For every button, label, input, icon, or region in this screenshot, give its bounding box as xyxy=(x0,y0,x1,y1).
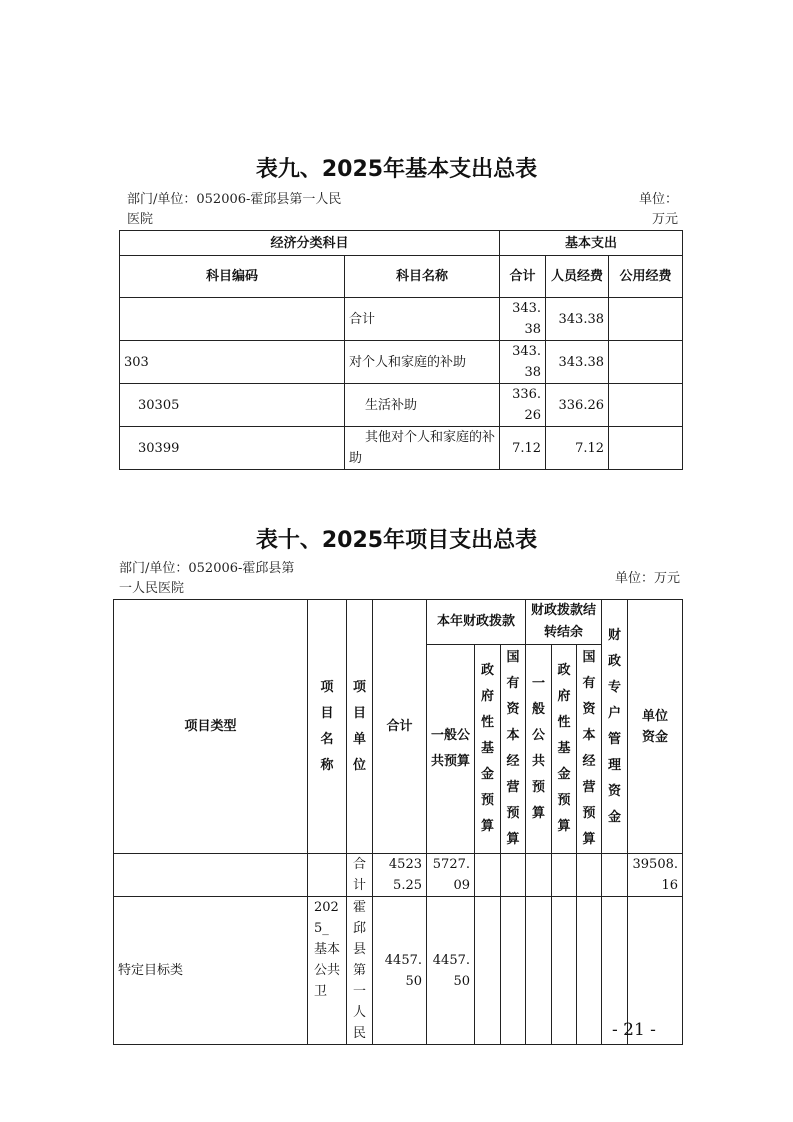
cell-unit: 合计 xyxy=(347,854,373,897)
header-personnel: 人员经费 xyxy=(546,256,609,298)
cell-total: 7.12 xyxy=(500,427,546,470)
cell-personnel: 336.26 xyxy=(546,384,609,427)
header-special-account: 财政专户管理资金 xyxy=(602,600,628,854)
table-row xyxy=(120,384,683,427)
header-unit: 项目单位 xyxy=(347,600,373,854)
cell-public xyxy=(609,298,683,341)
cell-general: 4457.50 xyxy=(427,897,475,1045)
cell-personnel: 7.12 xyxy=(546,427,609,470)
cell-type: 特定目标类 xyxy=(114,897,308,1045)
header-total: 合计 xyxy=(373,600,427,854)
header-gov-fund-2: 政府性基金预算 xyxy=(552,645,577,854)
header-total: 合计 xyxy=(500,256,546,298)
cell-code xyxy=(120,298,345,341)
cell-code: 303 xyxy=(120,341,345,384)
cell-total: 343.38 xyxy=(500,298,546,341)
cell-personnel: 343.38 xyxy=(546,341,609,384)
table10-unit: 单位：万元 xyxy=(614,571,680,586)
cell-name xyxy=(308,854,347,897)
cell-code: 30399 xyxy=(120,427,345,470)
table-row xyxy=(120,341,683,384)
cell-public xyxy=(609,384,683,427)
header-state-capital-2: 国有资本经营预算 xyxy=(577,645,602,854)
header-gov-fund: 政府性基金预算 xyxy=(475,645,501,854)
header-unit-fund: 单位资金 xyxy=(628,600,683,854)
cell-total: 4457.50 xyxy=(373,897,427,1045)
header-carryover: 财政拨款结转结余 xyxy=(526,600,602,645)
header-econ-class: 经济分类科目 xyxy=(120,231,500,256)
cell-type xyxy=(114,854,308,897)
cell-total: 336.26 xyxy=(500,384,546,427)
cell-personnel: 343.38 xyxy=(546,298,609,341)
header-public: 公用经费 xyxy=(609,256,683,298)
cell-general: 5727.09 xyxy=(427,854,475,897)
cell-unit: 霍邱县第一人民 xyxy=(347,897,373,1045)
header-general-budget-2: 一般公共预算 xyxy=(526,645,552,854)
cell-name: 合计 xyxy=(345,298,500,341)
table9-unit: 单位：万元 xyxy=(638,192,678,227)
header-current-approp: 本年财政拨款 xyxy=(427,600,526,645)
header-name: 科目名称 xyxy=(345,256,500,298)
table9-title: 表九、2025年基本支出总表 xyxy=(255,157,538,182)
cell-name: 2025_基本公共卫 xyxy=(308,897,347,1045)
cell-name: 生活补助 xyxy=(345,384,500,427)
cell-unit-fund: 39508.16 xyxy=(628,854,683,897)
header-general-budget: 一般公共预算 xyxy=(427,645,475,854)
project-expenditure-table xyxy=(113,599,683,1045)
page-number: - 21 - xyxy=(612,1020,656,1040)
table10-dept: 部门/单位：052006-霍邱县第一人民医院 xyxy=(119,561,295,596)
header-state-capital: 国有资本经营预算 xyxy=(501,645,526,854)
cell-total: 45235.25 xyxy=(373,854,427,897)
table-row xyxy=(120,298,683,341)
table-row xyxy=(120,427,683,470)
table-row xyxy=(114,854,683,897)
cell-public xyxy=(609,427,683,470)
basic-expenditure-table xyxy=(119,230,683,470)
table10-title: 表十、2025年项目支出总表 xyxy=(255,528,538,553)
table-row xyxy=(114,897,683,1045)
cell-name: 其他对个人和家庭的补助 xyxy=(345,427,500,470)
cell-total: 343.38 xyxy=(500,341,546,384)
header-basic-exp: 基本支出 xyxy=(500,231,683,256)
header-code: 科目编码 xyxy=(120,256,345,298)
cell-code: 30305 xyxy=(120,384,345,427)
table9-dept: 部门/单位：052006-霍邱县第一人民医院 xyxy=(127,192,342,227)
header-name: 项目名称 xyxy=(308,600,347,854)
header-type: 项目类型 xyxy=(114,600,308,854)
cell-public xyxy=(609,341,683,384)
cell-name: 对个人和家庭的补助 xyxy=(345,341,500,384)
